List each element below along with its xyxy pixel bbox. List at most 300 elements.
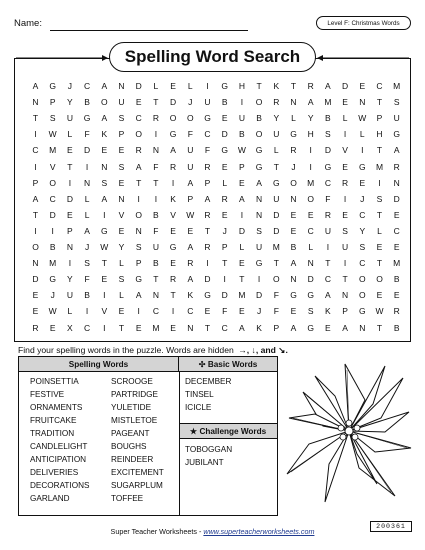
- grid-letter[interactable]: D: [307, 274, 314, 285]
- grid-letter[interactable]: I: [343, 129, 347, 140]
- grid-letter[interactable]: I: [85, 161, 89, 172]
- grid-letter[interactable]: O: [32, 242, 39, 252]
- grid-letter[interactable]: T: [273, 258, 279, 269]
- grid-letter[interactable]: G: [100, 225, 108, 236]
- grid-letter[interactable]: B: [239, 129, 245, 140]
- grid-letter[interactable]: F: [84, 274, 90, 285]
- grid-letter[interactable]: C: [49, 193, 56, 204]
- grid-letter[interactable]: I: [85, 306, 89, 317]
- grid-letter[interactable]: T: [325, 258, 331, 269]
- grid-letter[interactable]: A: [101, 193, 108, 204]
- grid-letter[interactable]: R: [170, 161, 177, 172]
- grid-letter[interactable]: T: [290, 81, 297, 91]
- grid-letter[interactable]: B: [84, 97, 90, 108]
- grid-letter[interactable]: A: [393, 145, 400, 156]
- grid-letter[interactable]: G: [83, 113, 91, 124]
- grid-letter[interactable]: E: [239, 177, 245, 188]
- grid-letter[interactable]: C: [135, 113, 142, 124]
- grid-letter[interactable]: F: [204, 145, 211, 156]
- grid-letter[interactable]: U: [187, 145, 194, 156]
- grid-letter[interactable]: H: [307, 129, 314, 140]
- grid-letter[interactable]: C: [324, 177, 331, 188]
- grid-letter[interactable]: V: [342, 145, 348, 156]
- grid-letter[interactable]: G: [272, 177, 280, 188]
- grid-letter[interactable]: I: [343, 258, 347, 269]
- grid-letter[interactable]: R: [135, 145, 142, 156]
- grid-letter[interactable]: V: [118, 209, 125, 220]
- grid-letter[interactable]: M: [49, 145, 57, 156]
- grid-letter[interactable]: M: [393, 258, 401, 269]
- grid-letter[interactable]: S: [118, 274, 125, 285]
- grid-letter[interactable]: E: [290, 209, 297, 220]
- grid-letter[interactable]: B: [290, 242, 297, 252]
- grid-letter[interactable]: N: [290, 193, 297, 204]
- grid-letter[interactable]: E: [135, 97, 142, 108]
- grid-letter[interactable]: I: [206, 81, 209, 91]
- grid-letter[interactable]: D: [221, 129, 228, 140]
- grid-letter[interactable]: G: [49, 274, 56, 285]
- grid-letter[interactable]: E: [170, 322, 176, 333]
- grid-letter[interactable]: S: [118, 161, 125, 172]
- grid-letter[interactable]: G: [169, 242, 177, 252]
- grid-letter[interactable]: V: [49, 161, 56, 172]
- grid-letter[interactable]: M: [272, 242, 280, 252]
- grid-letter[interactable]: A: [84, 225, 90, 236]
- grid-letter[interactable]: R: [204, 242, 211, 252]
- grid-letter[interactable]: S: [342, 225, 348, 236]
- grid-letter[interactable]: O: [272, 274, 280, 285]
- grid-letter[interactable]: E: [101, 145, 108, 156]
- grid-letter[interactable]: T: [118, 322, 125, 333]
- grid-letter[interactable]: I: [171, 306, 175, 317]
- grid-letter[interactable]: R: [273, 97, 280, 108]
- grid-letter[interactable]: C: [84, 322, 91, 333]
- grid-letter[interactable]: T: [376, 145, 383, 156]
- grid-letter[interactable]: T: [376, 209, 383, 220]
- grid-letter[interactable]: C: [307, 225, 314, 236]
- grid-letter[interactable]: J: [188, 97, 193, 108]
- grid-letter[interactable]: I: [171, 177, 175, 188]
- grid-letter[interactable]: R: [221, 193, 228, 204]
- grid-letter[interactable]: D: [221, 290, 228, 301]
- grid-letter[interactable]: E: [118, 225, 125, 236]
- grid-letter[interactable]: U: [187, 161, 194, 172]
- grid-letter[interactable]: C: [324, 274, 331, 285]
- grid-letter[interactable]: A: [290, 258, 297, 269]
- grid-letter[interactable]: S: [393, 97, 400, 108]
- grid-letter[interactable]: O: [100, 97, 108, 108]
- grid-letter[interactable]: L: [187, 81, 193, 91]
- grid-letter[interactable]: G: [324, 161, 332, 172]
- grid-letter[interactable]: A: [256, 177, 262, 188]
- grid-letter[interactable]: A: [32, 193, 39, 204]
- grid-letter[interactable]: Y: [67, 97, 73, 108]
- grid-letter[interactable]: J: [50, 290, 55, 301]
- grid-letter[interactable]: D: [273, 225, 280, 236]
- grid-letter[interactable]: F: [153, 225, 159, 236]
- grid-letter[interactable]: E: [221, 209, 228, 220]
- grid-letter[interactable]: R: [342, 177, 349, 188]
- grid-letter[interactable]: R: [170, 274, 177, 285]
- grid-letter[interactable]: B: [325, 113, 331, 124]
- grid-letter[interactable]: G: [290, 290, 297, 301]
- grid-letter[interactable]: D: [32, 274, 39, 285]
- grid-letter[interactable]: K: [187, 290, 194, 301]
- grid-letter[interactable]: K: [256, 322, 262, 333]
- grid-letter[interactable]: D: [238, 225, 245, 236]
- grid-letter[interactable]: I: [51, 225, 54, 236]
- grid-letter[interactable]: A: [187, 177, 194, 188]
- grid-letter[interactable]: E: [49, 322, 56, 333]
- grid-letter[interactable]: N: [359, 97, 366, 108]
- grid-letter[interactable]: G: [204, 113, 211, 124]
- grid-letter[interactable]: T: [222, 258, 228, 269]
- grid-letter[interactable]: I: [378, 177, 381, 188]
- grid-letter[interactable]: R: [290, 145, 297, 156]
- grid-letter[interactable]: E: [393, 209, 400, 220]
- grid-letter[interactable]: D: [273, 209, 280, 220]
- grid-letter[interactable]: O: [255, 129, 263, 140]
- grid-letter[interactable]: I: [68, 177, 72, 188]
- grid-letter[interactable]: E: [101, 274, 108, 285]
- grid-letter[interactable]: G: [221, 81, 228, 91]
- grid-letter[interactable]: L: [377, 225, 382, 236]
- grid-letter[interactable]: R: [393, 161, 400, 172]
- grid-letter[interactable]: J: [291, 161, 296, 172]
- grid-letter[interactable]: E: [221, 161, 228, 172]
- grid-letter[interactable]: S: [325, 129, 331, 140]
- grid-letter[interactable]: B: [256, 113, 262, 124]
- grid-letter[interactable]: R: [204, 161, 211, 172]
- grid-letter[interactable]: N: [307, 258, 314, 269]
- grid-letter[interactable]: T: [376, 322, 383, 333]
- grid-letter[interactable]: N: [135, 225, 142, 236]
- grid-letter[interactable]: A: [101, 113, 108, 124]
- grid-letter[interactable]: A: [239, 193, 245, 204]
- grid-letter[interactable]: N: [359, 322, 366, 333]
- grid-letter[interactable]: T: [376, 97, 383, 108]
- grid-letter[interactable]: H: [238, 81, 245, 91]
- grid-letter[interactable]: C: [187, 306, 194, 317]
- grid-letter[interactable]: E: [67, 209, 73, 220]
- grid-letter[interactable]: E: [290, 306, 297, 317]
- grid-letter[interactable]: O: [186, 113, 194, 124]
- grid-letter[interactable]: L: [84, 209, 90, 220]
- grid-letter[interactable]: N: [118, 81, 125, 91]
- grid-letter[interactable]: C: [376, 81, 383, 91]
- grid-letter[interactable]: T: [101, 258, 107, 269]
- grid-letter[interactable]: N: [187, 322, 194, 333]
- grid-letter[interactable]: A: [204, 193, 211, 204]
- grid-letter[interactable]: G: [307, 322, 314, 333]
- grid-letter[interactable]: T: [67, 161, 73, 172]
- grid-letter[interactable]: I: [343, 193, 347, 204]
- grid-letter[interactable]: A: [135, 161, 142, 172]
- grid-letter[interactable]: T: [342, 274, 348, 285]
- grid-letter[interactable]: I: [34, 161, 37, 172]
- grid-letter[interactable]: J: [67, 81, 73, 91]
- grid-letter[interactable]: L: [239, 242, 245, 252]
- grid-letter[interactable]: U: [393, 113, 400, 124]
- grid-letter[interactable]: C: [204, 129, 211, 140]
- name-line[interactable]: [50, 30, 248, 31]
- grid-letter[interactable]: J: [360, 193, 365, 204]
- grid-letter[interactable]: K: [325, 306, 331, 317]
- grid-letter[interactable]: O: [290, 177, 297, 188]
- grid-letter[interactable]: I: [206, 258, 209, 269]
- grid-letter[interactable]: O: [307, 193, 314, 204]
- grid-letter[interactable]: I: [68, 258, 72, 269]
- grid-letter[interactable]: P: [342, 306, 348, 317]
- grid-letter[interactable]: P: [135, 258, 142, 269]
- grid-letter[interactable]: B: [221, 97, 228, 108]
- grid-letter[interactable]: J: [256, 306, 262, 317]
- grid-letter[interactable]: I: [34, 225, 37, 236]
- grid-letter[interactable]: I: [309, 161, 312, 172]
- grid-letter[interactable]: B: [153, 258, 159, 269]
- grid-letter[interactable]: N: [290, 274, 297, 285]
- grid-letter[interactable]: S: [118, 113, 125, 124]
- grid-letter[interactable]: E: [170, 81, 176, 91]
- grid-letter[interactable]: C: [84, 81, 91, 91]
- grid-letter[interactable]: W: [186, 209, 195, 220]
- grid-letter[interactable]: K: [101, 129, 108, 140]
- grid-letter[interactable]: G: [169, 129, 177, 140]
- grid-letter[interactable]: T: [256, 81, 262, 91]
- grid-letter[interactable]: U: [66, 113, 73, 124]
- grid-letter[interactable]: H: [376, 129, 383, 140]
- grid-letter[interactable]: A: [32, 81, 39, 91]
- grid-letter[interactable]: A: [101, 81, 108, 91]
- grid-letter[interactable]: I: [137, 306, 140, 317]
- grid-letter[interactable]: G: [307, 290, 314, 301]
- grid-letter[interactable]: U: [152, 242, 159, 252]
- grid-letter[interactable]: N: [393, 177, 400, 188]
- grid-letter[interactable]: P: [32, 177, 39, 188]
- grid-letter[interactable]: U: [324, 225, 331, 236]
- grid-letter[interactable]: S: [359, 242, 366, 252]
- grid-letter[interactable]: J: [84, 242, 90, 252]
- grid-letter[interactable]: W: [48, 306, 57, 317]
- grid-letter[interactable]: A: [170, 145, 176, 156]
- grid-letter[interactable]: T: [153, 177, 159, 188]
- grid-letter[interactable]: E: [32, 290, 39, 301]
- grid-letter[interactable]: G: [393, 129, 400, 140]
- grid-letter[interactable]: O: [255, 97, 263, 108]
- grid-letter[interactable]: N: [342, 290, 349, 301]
- grid-letter[interactable]: E: [170, 225, 176, 236]
- grid-letter[interactable]: G: [358, 161, 366, 172]
- grid-letter[interactable]: E: [187, 225, 194, 236]
- grid-letter[interactable]: F: [84, 129, 90, 140]
- grid-letter[interactable]: U: [238, 113, 245, 124]
- grid-letter[interactable]: G: [204, 290, 211, 301]
- grid-letter[interactable]: G: [221, 145, 228, 156]
- grid-letter[interactable]: I: [223, 274, 226, 285]
- grid-letter[interactable]: L: [119, 258, 124, 269]
- grid-letter[interactable]: E: [118, 177, 125, 188]
- footer-url[interactable]: www.superteacherworksheets.com: [203, 527, 315, 536]
- grid-letter[interactable]: O: [358, 290, 366, 301]
- grid-letter[interactable]: I: [326, 242, 330, 252]
- grid-letter[interactable]: S: [49, 113, 56, 124]
- grid-letter[interactable]: L: [153, 81, 159, 91]
- grid-letter[interactable]: E: [170, 258, 176, 269]
- grid-letter[interactable]: M: [152, 322, 160, 333]
- grid-letter[interactable]: F: [273, 306, 279, 317]
- grid-letter[interactable]: E: [290, 225, 297, 236]
- grid-letter[interactable]: L: [359, 129, 365, 140]
- grid-letter[interactable]: G: [135, 274, 142, 285]
- grid-letter[interactable]: Y: [67, 274, 73, 285]
- grid-letter[interactable]: L: [291, 113, 296, 124]
- grid-letter[interactable]: D: [393, 193, 400, 204]
- grid-letter[interactable]: L: [222, 177, 228, 188]
- grid-letter[interactable]: D: [49, 209, 56, 220]
- grid-letter[interactable]: G: [255, 258, 263, 269]
- grid-letter[interactable]: N: [152, 145, 159, 156]
- grid-letter[interactable]: N: [118, 193, 125, 204]
- grid-letter[interactable]: E: [67, 145, 73, 156]
- grid-letter[interactable]: C: [32, 145, 39, 156]
- grid-letter[interactable]: O: [169, 113, 177, 124]
- grid-letter[interactable]: C: [221, 322, 228, 333]
- grid-letter[interactable]: C: [393, 225, 400, 236]
- grid-letter[interactable]: M: [393, 81, 401, 91]
- grid-letter[interactable]: E: [325, 322, 331, 333]
- grid-letter[interactable]: E: [239, 258, 245, 269]
- grid-letter[interactable]: L: [67, 306, 73, 317]
- grid-letter[interactable]: K: [273, 81, 280, 91]
- grid-letter[interactable]: I: [154, 129, 158, 140]
- grid-letter[interactable]: B: [393, 274, 400, 285]
- grid-letter[interactable]: R: [324, 209, 331, 220]
- grid-letter[interactable]: L: [342, 113, 348, 124]
- grid-letter[interactable]: I: [309, 145, 312, 156]
- grid-letter[interactable]: L: [84, 193, 90, 204]
- grid-letter[interactable]: P: [273, 322, 280, 333]
- grid-letter[interactable]: J: [222, 225, 227, 236]
- grid-letter[interactable]: U: [273, 129, 280, 140]
- grid-letter[interactable]: E: [118, 306, 125, 317]
- grid-letter[interactable]: E: [204, 306, 211, 317]
- grid-letter[interactable]: G: [358, 306, 366, 317]
- grid-letter[interactable]: F: [187, 129, 193, 140]
- grid-letter[interactable]: O: [49, 177, 56, 188]
- grid-letter[interactable]: T: [376, 258, 383, 269]
- grid-letter[interactable]: N: [66, 242, 73, 252]
- grid-letter[interactable]: F: [325, 193, 331, 204]
- grid-letter[interactable]: D: [170, 97, 177, 108]
- grid-letter[interactable]: R: [393, 306, 400, 317]
- grid-letter[interactable]: P: [67, 225, 73, 236]
- grid-letter[interactable]: R: [307, 81, 314, 91]
- grid-letter[interactable]: T: [153, 97, 159, 108]
- grid-letter[interactable]: S: [376, 193, 383, 204]
- grid-letter[interactable]: U: [118, 97, 125, 108]
- grid-letter[interactable]: X: [67, 322, 73, 333]
- grid-letter[interactable]: S: [101, 177, 108, 188]
- grid-letter[interactable]: N: [152, 290, 159, 301]
- grid-letter[interactable]: I: [154, 193, 158, 204]
- grid-letter[interactable]: C: [359, 258, 366, 269]
- grid-letter[interactable]: U: [66, 290, 73, 301]
- grid-letter[interactable]: E: [342, 209, 348, 220]
- grid-letter[interactable]: E: [342, 161, 348, 172]
- grid-letter[interactable]: A: [325, 81, 331, 91]
- grid-letter[interactable]: N: [290, 97, 297, 108]
- grid-letter[interactable]: Y: [307, 113, 314, 124]
- grid-letter[interactable]: C: [359, 209, 366, 220]
- grid-letter[interactable]: I: [240, 97, 244, 108]
- grid-letter[interactable]: Y: [273, 113, 280, 124]
- grid-letter[interactable]: I: [103, 290, 106, 301]
- grid-letter[interactable]: W: [358, 113, 367, 124]
- grid-letter[interactable]: E: [118, 145, 125, 156]
- grid-letter[interactable]: S: [307, 306, 314, 317]
- grid-letter[interactable]: T: [153, 274, 159, 285]
- grid-letter[interactable]: L: [119, 290, 124, 301]
- grid-letter[interactable]: W: [375, 306, 384, 317]
- grid-letter[interactable]: O: [135, 129, 142, 140]
- grid-letter[interactable]: M: [307, 177, 315, 188]
- grid-letter[interactable]: I: [240, 209, 244, 220]
- grid-letter[interactable]: E: [135, 322, 142, 333]
- grid-letter[interactable]: R: [32, 322, 39, 333]
- grid-letter[interactable]: I: [103, 209, 106, 220]
- grid-letter[interactable]: I: [257, 274, 261, 285]
- grid-letter[interactable]: A: [325, 290, 331, 301]
- grid-letter[interactable]: N: [256, 193, 263, 204]
- grid-letter[interactable]: P: [49, 97, 56, 108]
- grid-letter[interactable]: A: [290, 322, 297, 333]
- grid-letter[interactable]: W: [100, 242, 109, 252]
- grid-letter[interactable]: E: [307, 209, 314, 220]
- grid-letter[interactable]: A: [342, 322, 348, 333]
- grid-letter[interactable]: T: [32, 113, 39, 124]
- grid-letter[interactable]: U: [204, 97, 211, 108]
- grid-letter[interactable]: D: [204, 274, 211, 285]
- grid-letter[interactable]: I: [34, 129, 37, 140]
- grid-letter[interactable]: D: [135, 81, 142, 91]
- grid-letter[interactable]: T: [239, 274, 245, 285]
- grid-letter[interactable]: P: [376, 113, 383, 124]
- grid-letter[interactable]: T: [204, 322, 211, 333]
- grid-letter[interactable]: M: [49, 258, 57, 269]
- grid-letter[interactable]: U: [342, 242, 349, 252]
- grid-letter[interactable]: K: [170, 193, 176, 204]
- grid-letter[interactable]: D: [342, 81, 349, 91]
- grid-letter[interactable]: L: [273, 145, 279, 156]
- grid-letter[interactable]: B: [84, 290, 90, 301]
- grid-letter[interactable]: E: [239, 306, 245, 317]
- grid-letter[interactable]: A: [135, 290, 142, 301]
- grid-letter[interactable]: T: [273, 161, 279, 172]
- grid-letter[interactable]: D: [66, 193, 73, 204]
- grid-letter[interactable]: L: [308, 242, 314, 252]
- grid-letter[interactable]: V: [101, 306, 108, 317]
- grid-letter[interactable]: O: [358, 274, 366, 285]
- grid-letter[interactable]: I: [361, 145, 364, 156]
- grid-letter[interactable]: F: [273, 290, 279, 301]
- grid-letter[interactable]: E: [32, 306, 39, 317]
- grid-letter[interactable]: L: [67, 129, 73, 140]
- grid-letter[interactable]: R: [187, 258, 194, 269]
- grid-letter[interactable]: N: [84, 177, 91, 188]
- grid-letter[interactable]: B: [49, 242, 56, 252]
- grid-letter[interactable]: R: [204, 209, 211, 220]
- grid-letter[interactable]: G: [255, 161, 263, 172]
